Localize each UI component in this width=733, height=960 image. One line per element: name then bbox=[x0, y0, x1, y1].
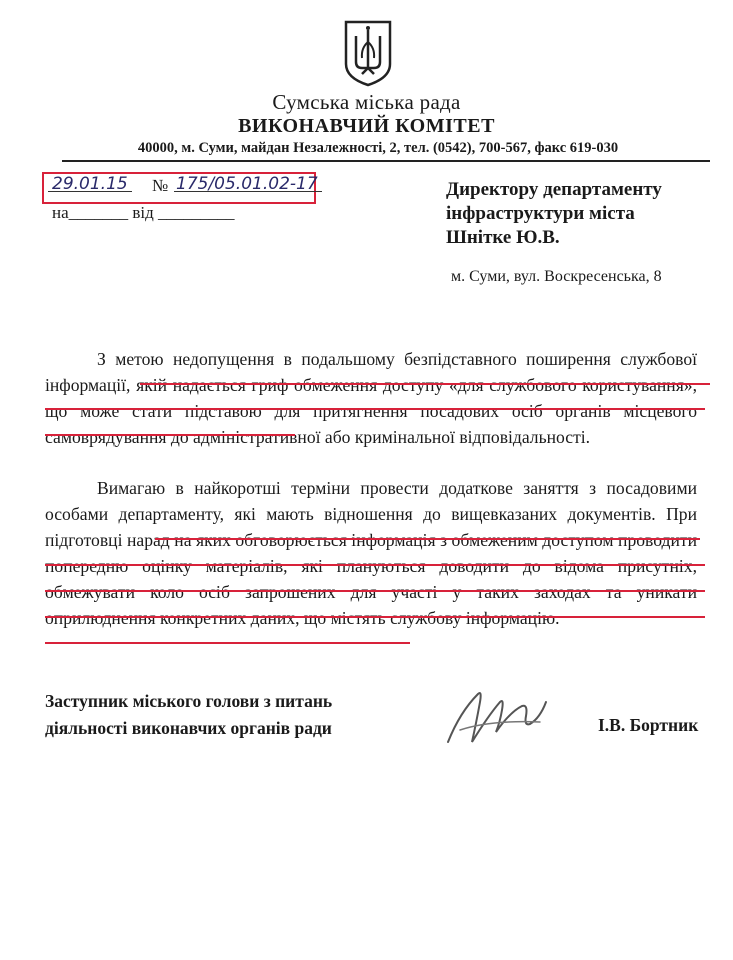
recipient-block bbox=[446, 178, 706, 250]
highlight-underline bbox=[45, 564, 705, 566]
highlight-underline bbox=[45, 434, 295, 436]
highlight-underline bbox=[45, 590, 705, 592]
coat-of-arms-icon bbox=[342, 18, 394, 88]
header-divider bbox=[62, 160, 710, 162]
outgoing-number: 175/05.01.02-17 bbox=[176, 174, 318, 194]
signer-title: Заступник міського голови з питань діяльності виконавчих органів ради bbox=[45, 691, 333, 738]
recipient-line: Директору департаменту bbox=[446, 179, 662, 200]
recipient-line: інфраструктури міста bbox=[446, 203, 635, 224]
body-paragraph-2: Вимагаю в найкоротші терміни провести додаткове заняття з посадовими особами департаменту, які мають відношення до вищевказаних документів. При підготовці нарад на яких обговорюється інформація з обмеженим доступом проводити попередню оцінку матеріалів, які плануються доводити до відома присутніх, обмежувати коло осіб запрошених для участі у таких заходах та уникати оприлюднення конкретних даних, що містять службову інформацію. bbox=[45, 478, 697, 628]
executive-committee-title: ВИКОНАВЧИЙ КОМІТЕТ bbox=[238, 115, 495, 137]
outgoing-date: 29.01.15 bbox=[52, 174, 128, 194]
signer-name: І.В. Бортник bbox=[598, 715, 699, 735]
city-council-name: Сумська міська рада bbox=[272, 90, 461, 114]
body-paragraph-1: З метою недопущення в подальшому безпідставного поширення службової інформації, якій надається гриф обмеження доступу «для службового користування», що може стати підставою для притягнення посадових осіб органів місцевого самоврядування до адміністративної або кримінальної відповідальності. bbox=[45, 349, 697, 447]
highlight-underline bbox=[155, 538, 700, 540]
header-address: 40000, м. Суми, майдан Незалежності, 2, тел. (0542), 700-567, факс 619-030 bbox=[137, 140, 619, 156]
outgoing-number-label: № bbox=[152, 176, 169, 195]
highlight-underline bbox=[140, 383, 710, 385]
highlight-underline bbox=[45, 408, 705, 410]
recipient-address: м. Суми, вул. Воскресенська, 8 bbox=[451, 268, 662, 285]
highlight-underline bbox=[45, 642, 410, 644]
recipient-line: Шнітке Ю.В. bbox=[446, 227, 560, 248]
handwritten-signature bbox=[430, 672, 560, 762]
reference-line: на_______ від _________ bbox=[52, 203, 235, 222]
highlight-underline bbox=[45, 616, 705, 618]
